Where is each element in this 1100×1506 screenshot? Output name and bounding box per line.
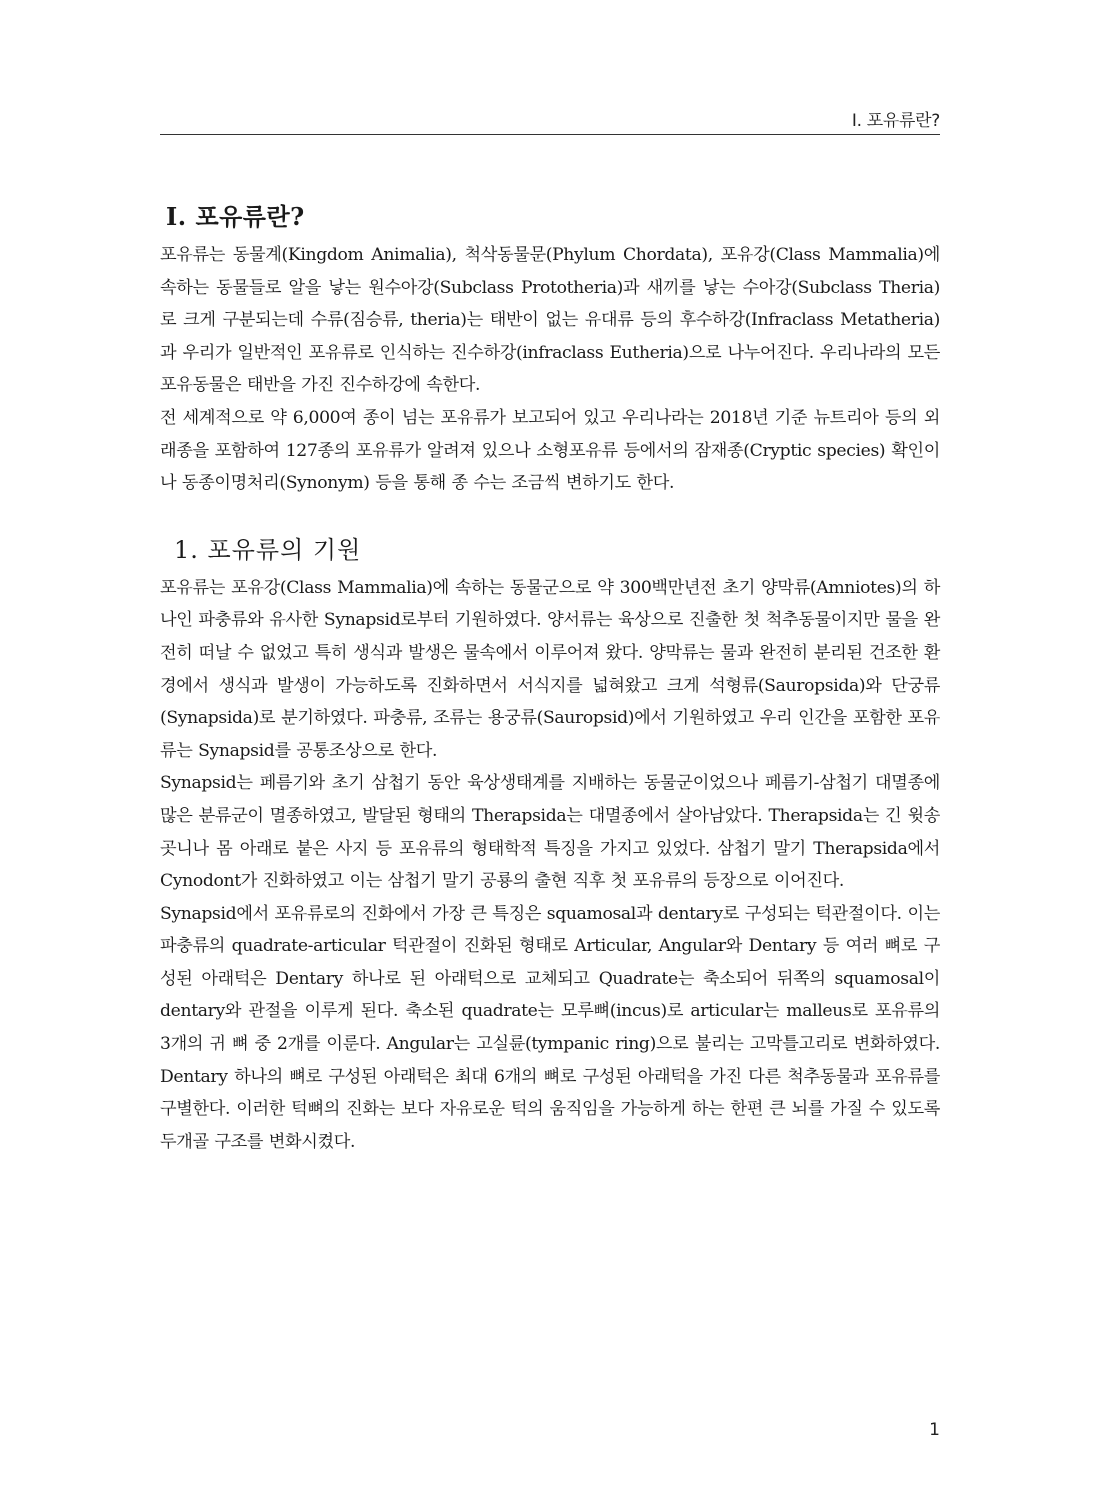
chapter-title: Ⅰ. 포유류란? [166, 202, 305, 231]
section-paragraph: Synapsid는 페름기와 초기 삼첩기 동안 육상생태계를 지배하는 동물군이었으나 페름기-삼첩기 대멸종에 많은 분류군이 멸종하였고, 발달된 형태의 Therapsida는 대멸종에서 살아남았다. Therapsida는 긴 윗송곳니나 몸 아래로 붙은 사지 등 포유류의 형태학적 특징을 가지고 있었다. 삼첩기 말기 Therapsida에서 Cynodont가 진화하였고 이는 삼첩기 말기 공룡의 출현 직후 첫 포유류의 등장으로 이어진다. [160, 773, 940, 892]
running-header: Ⅰ. 포유류란? [851, 111, 940, 131]
chapter-paragraph: 전 세계적으로 약 6,000여 종이 넘는 포유류가 보고되어 있고 우리나라는 2018년 기준 뉴트리아 등의 외래종을 포함하여 127종의 포유류가 알려져 있으나 소형포유류 등에서의 잠재종(Cryptic species) 확인이나 동종이명처리(Synonym) 등을 통해 종 수는 조금씩 변하기도 한다. [160, 407, 940, 494]
section-title: 1. 포유류의 기원 [174, 535, 362, 564]
page-body [160, 195, 940, 1158]
chapter-paragraph: 포유류는 동물계(Kingdom Animalia), 척삭동물문(Phylum Chordata), 포유강(Class Mammalia)에 속하는 동물들로 알을 낳는 원수아강(Subclass Prototheria)과 새끼를 낳는 수아강(Subclass Theria)로 크게 구분되는데 수류(짐승류, theria)는 태반이 없는 유대류 등의 후수하강(Infraclass Metatheria)과 우리가 일반적인 포유류로 인식하는 진수하강(infraclass Eutheria)으로 나누어진다. 우리나라의 모든 포유동물은 태반을 가진 진수하강에 속한다. [160, 245, 940, 396]
header-rule [160, 134, 940, 135]
page-number: 1 [929, 1420, 940, 1440]
section-paragraph: 포유류는 포유강(Class Mammalia)에 속하는 동물군으로 약 300백만년전 초기 양막류(Amniotes)의 하나인 파충류와 유사한 Synapsid로부터 기원하였다. 양서류는 육상으로 진출한 첫 척추동물이지만 물을 완전히 떠날 수 없었고 특히 생식과 발생은 물속에서 이루어져 왔다. 양막류는 물과 완전히 분리된 건조한 환경에서 생식과 발생이 가능하도록 진화하면서 서식지를 넓혀왔고 크게 석형류(Sauropsida)와 단궁류(Synapsida)로 분기하였다. 파충류, 조류는 용궁류(Sauropsid)에서 기원하였고 우리 인간을 포함한 포유류는 Synapsid를 공통조상으로 한다. [160, 577, 940, 761]
section-paragraph: Synapsid에서 포유류로의 진화에서 가장 큰 특징은 squamosal과 dentary로 구성되는 턱관절이다. 이는 파충류의 quadrate-articular 턱관절이 진화된 형태로 Articular, Angular와 Dentary 등 여러 뼈로 구성된 아래턱은 Dentary 하나로 된 아래턱으로 교체되고 Quadrate는 축소되어 뒤쪽의 squamosal이 dentary와 관절을 이루게 된다. 축소된 quadrate는 모루뼈(incus)로 articular는 malleus로 포유류의 3개의 귀 뼈 중 2개를 이룬다. Angular는 고실륜(tympanic ring)으로 불리는 고막틀고리로 변화하였다. Dentary 하나의 뼈로 구성된 아래턱은 최대 6개의 뼈로 구성된 아래턱을 가진 다른 척추동물과 포유류를 구별한다. 이러한 턱뼈의 진화는 보다 자유로운 턱의 움직임을 가능하게 하는 한편 큰 뇌를 가질 수 있도록 두개골 구조를 변화시켰다. [160, 903, 940, 1152]
